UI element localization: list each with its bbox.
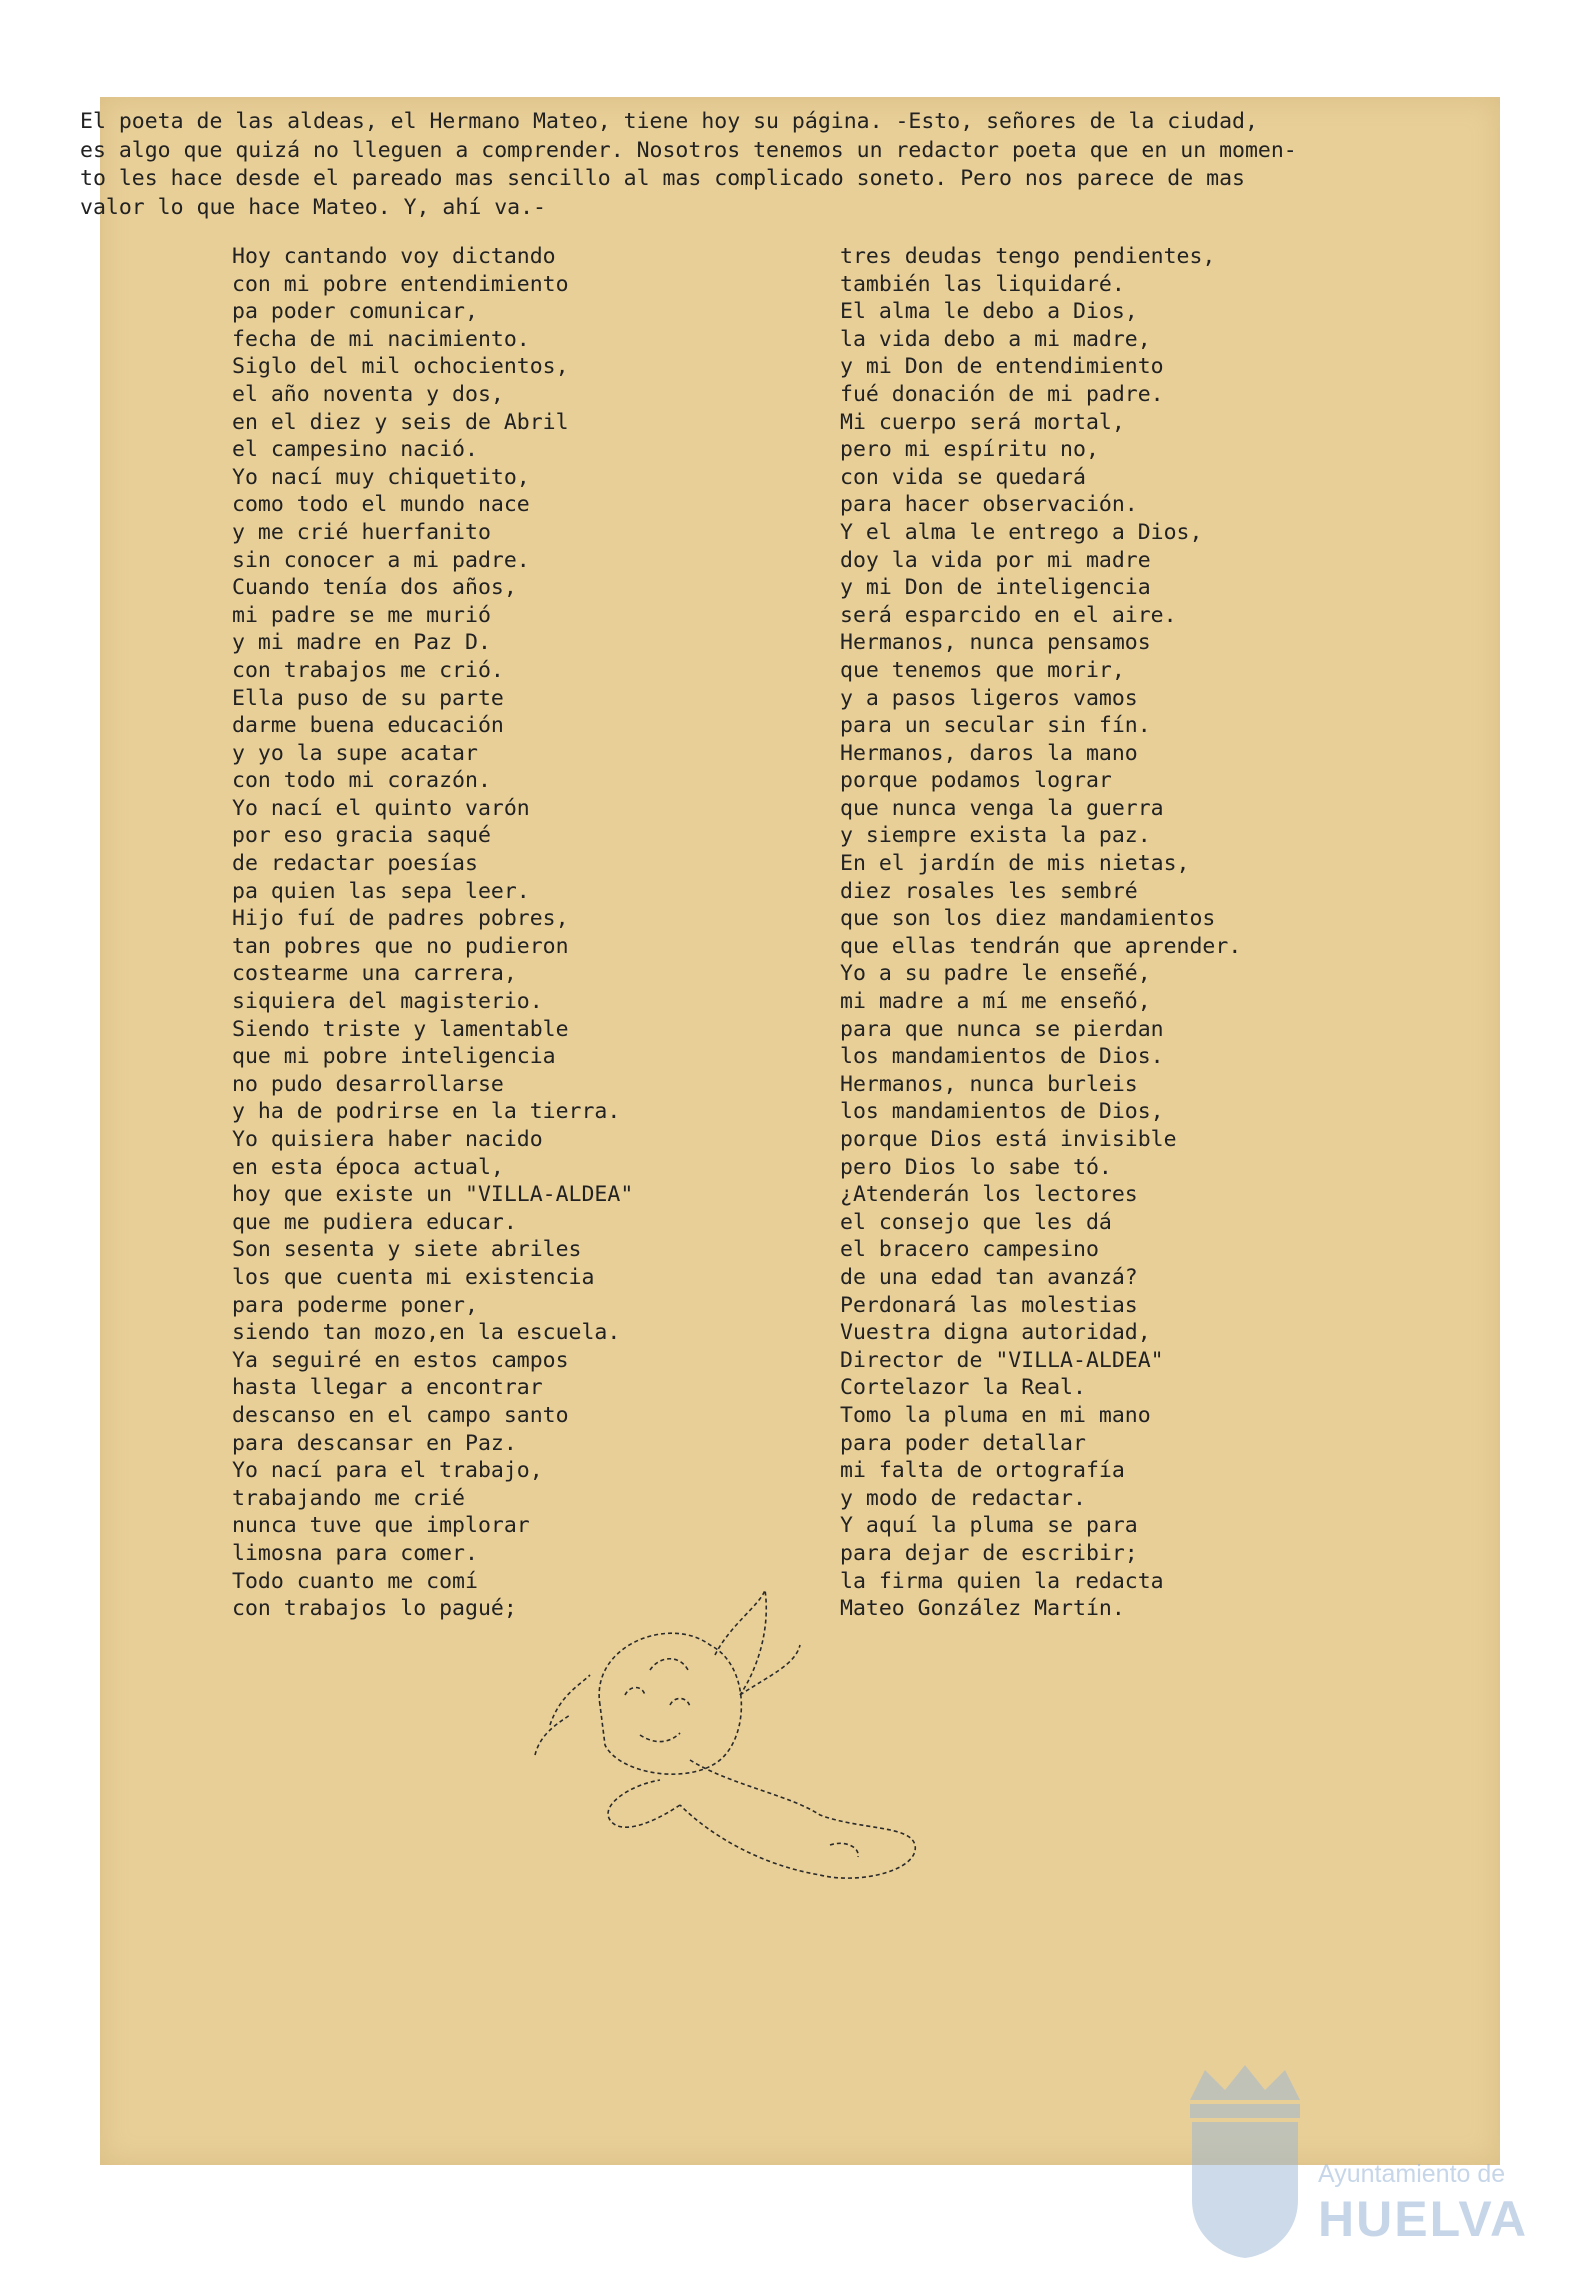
poem-line: y yo la supe acatar	[232, 740, 478, 766]
poem-line: Yo a su padre le enseñé,	[840, 961, 1151, 987]
poem-line: que tenemos que morir,	[840, 657, 1125, 683]
huelva-watermark	[1170, 2060, 1590, 2260]
poem-line: Hermanos, nunca burleis	[840, 1071, 1138, 1097]
poem-line: Son sesenta y siete abriles	[232, 1237, 582, 1263]
poem-line: Hoy cantando voy dictando	[232, 244, 556, 269]
poem-line: y me crié huerfanito	[232, 519, 491, 545]
poem-line: de redactar poesías	[232, 851, 478, 877]
poem-line: Cortelazor la Real.	[840, 1375, 1086, 1401]
poem-line: Tomo la pluma en mi mano	[840, 1402, 1151, 1428]
poem-line: Ella puso de su parte	[232, 685, 504, 711]
poem-line: Siglo del mil ochocientos,	[232, 354, 569, 380]
poem-line: Hermanos, daros la mano	[840, 740, 1138, 766]
poem-line: fecha de mi nacimiento.	[232, 326, 530, 352]
poem-column-left	[232, 243, 752, 1623]
watermark-line1: Ayuntamiento de	[1318, 2160, 1506, 2188]
poem-line: por eso gracia saqué	[232, 823, 491, 849]
poem-line: que mi pobre inteligencia	[232, 1044, 556, 1070]
poem-line: con todo mi corazón.	[232, 768, 491, 794]
poem-line: darme buena educación	[232, 713, 504, 739]
poem-line: pero mi espíritu no,	[840, 437, 1099, 463]
poem-line: que me pudiera educar.	[232, 1209, 517, 1235]
poem-line: doy la vida por mi madre	[840, 547, 1151, 573]
poem-line: Yo nací para el trabajo,	[232, 1458, 543, 1484]
poem-line: Y aquí la pluma se para	[840, 1513, 1138, 1539]
watermark-line2: HUELVA	[1318, 2191, 1529, 2247]
poem-line: Vuestra digna autoridad,	[840, 1320, 1151, 1346]
poem-line: y modo de redactar.	[840, 1485, 1086, 1511]
poem-line: y ha de podrirse en la tierra.	[232, 1099, 621, 1125]
poem-line: Director de "VILLA-ALDEA"	[840, 1347, 1164, 1373]
poem-line: El alma le debo a Dios,	[840, 299, 1138, 325]
poem-line: para hacer observación.	[840, 492, 1138, 518]
poem-line: Cuando tenía dos años,	[232, 575, 517, 601]
poem-line: Mateo González Martín.	[840, 1596, 1125, 1622]
intro-paragraph: El poeta de las aldeas, el Hermano Mateo, tiene hoy su página. -Esto, señores de la ciudad, es algo que quizá no lleguen a comprender. Nosotros tenemos un redactor poeta que en un momen- to les hace desde el pareado mas sencillo al mas complicado soneto. Pero nos parece de mas valor lo que hace Mateo. Y, ahí va.-	[80, 109, 1297, 220]
poem-line: también las liquidaré.	[840, 271, 1125, 297]
poem-line: Yo quisiera haber nacido	[232, 1127, 543, 1152]
poem-line: pero Dios lo sabe tó.	[840, 1154, 1112, 1180]
poem-line: Yo nací muy chiquetito,	[232, 464, 530, 490]
poem-line: los mandamientos de Dios.	[840, 1044, 1164, 1070]
poem-line: en esta época actual,	[232, 1154, 504, 1180]
poem-line: como todo el mundo nace	[232, 492, 530, 518]
poem-line: para poder detallar	[840, 1430, 1086, 1456]
poem-line: los que cuenta mi existencia	[232, 1264, 595, 1290]
poem-line: no pudo desarrollarse	[232, 1071, 504, 1097]
poem-line: y mi madre en Paz D.	[232, 630, 491, 656]
poem-line: Hermanos, nunca pensamos	[840, 630, 1151, 656]
poem-line: hasta llegar a encontrar	[232, 1375, 543, 1401]
poem-line: pa quien las sepa leer.	[232, 878, 530, 904]
poem-line: con mi pobre entendimiento	[232, 271, 569, 297]
poem-line: Perdonará las molestias	[840, 1292, 1138, 1318]
poem-line: para un secular sin fín.	[840, 713, 1151, 739]
poem-line: el campesino nació.	[232, 437, 478, 463]
poem-line: Yo nací el quinto varón	[232, 795, 530, 821]
poem-line: mi padre se me murió	[232, 602, 491, 628]
poem-line: de una edad tan avanzá?	[840, 1264, 1138, 1290]
poem-line: descanso en el campo santo	[232, 1402, 569, 1428]
poem-line: mi madre a mí me enseñó,	[840, 989, 1151, 1015]
poem-line: trabajando me crié	[232, 1485, 465, 1511]
poem-line: diez rosales les sembré	[840, 878, 1138, 904]
poem-line: para descansar en Paz.	[232, 1430, 517, 1456]
poem-line: en el diez y seis de Abril	[232, 409, 569, 435]
poem-line: nunca tuve que implorar	[232, 1513, 530, 1539]
poem-line: ¿Atenderán los lectores	[840, 1182, 1138, 1208]
poem-line: fué donación de mi padre.	[840, 381, 1164, 407]
poem-line: tan pobres que no pudieron	[232, 933, 569, 959]
poem-line: y mi Don de inteligencia	[840, 575, 1151, 601]
poem-line: con vida se quedará	[840, 464, 1086, 490]
poem-line: porque Dios está invisible	[840, 1127, 1177, 1152]
poem-line: tres deudas tengo pendientes,	[840, 244, 1216, 269]
poem-line: la vida debo a mi madre,	[840, 326, 1151, 352]
poem-line: Siendo triste y lamentable	[232, 1016, 569, 1042]
poem-line: y a pasos ligeros vamos	[840, 685, 1138, 711]
poem-line: será esparcido en el aire.	[840, 602, 1177, 628]
poem-line: mi falta de ortografía	[840, 1458, 1125, 1484]
sleeping-angel-drawing	[530, 1585, 930, 1895]
poem-line: siendo tan mozo,en la escuela.	[232, 1320, 621, 1346]
poem-line: pa poder comunicar,	[232, 299, 478, 325]
poem-line: los mandamientos de Dios,	[840, 1099, 1164, 1125]
poem-line: que son los diez mandamientos	[840, 906, 1216, 932]
poem-line: la firma quien la redacta	[840, 1568, 1164, 1594]
poem-line: siquiera del magisterio.	[232, 989, 543, 1015]
poem-line: que ellas tendrán que aprender.	[840, 933, 1242, 959]
poem-line: para dejar de escribir;	[840, 1540, 1138, 1566]
poem-line: el año noventa y dos,	[232, 381, 504, 407]
poem-line: Todo cuanto me comí	[232, 1568, 478, 1594]
poem-line: y siempre exista la paz.	[840, 823, 1151, 849]
poem-line: sin conocer a mi padre.	[232, 547, 530, 573]
poem-line: porque podamos lograr	[840, 768, 1112, 794]
poem-line: Hijo fuí de padres pobres,	[232, 906, 569, 932]
poem-line: el consejo que les dá	[840, 1209, 1112, 1235]
poem-line: En el jardín de mis nietas,	[840, 851, 1190, 877]
poem-line: para que nunca se pierdan	[840, 1016, 1164, 1042]
poem-line: limosna para comer.	[232, 1540, 478, 1566]
poem-line: con trabajos lo pagué;	[232, 1596, 517, 1622]
poem-line: Mi cuerpo será mortal,	[840, 409, 1125, 435]
huelva-crest-icon	[1180, 2060, 1310, 2260]
poem-line: Ya seguiré en estos campos	[232, 1347, 569, 1373]
poem-line: con trabajos me crió.	[232, 657, 504, 683]
poem-line: hoy que existe un "VILLA-ALDEA"	[232, 1182, 634, 1208]
poem-column-right	[840, 243, 1360, 1623]
poem-line: el bracero campesino	[840, 1237, 1099, 1263]
poem-line: Y el alma le entrego a Dios,	[840, 519, 1203, 545]
poem-line: y mi Don de entendimiento	[840, 354, 1164, 380]
poem-line: que nunca venga la guerra	[840, 795, 1164, 821]
poem-line: costearme una carrera,	[232, 961, 517, 987]
poem-line: para poderme poner,	[232, 1292, 478, 1318]
